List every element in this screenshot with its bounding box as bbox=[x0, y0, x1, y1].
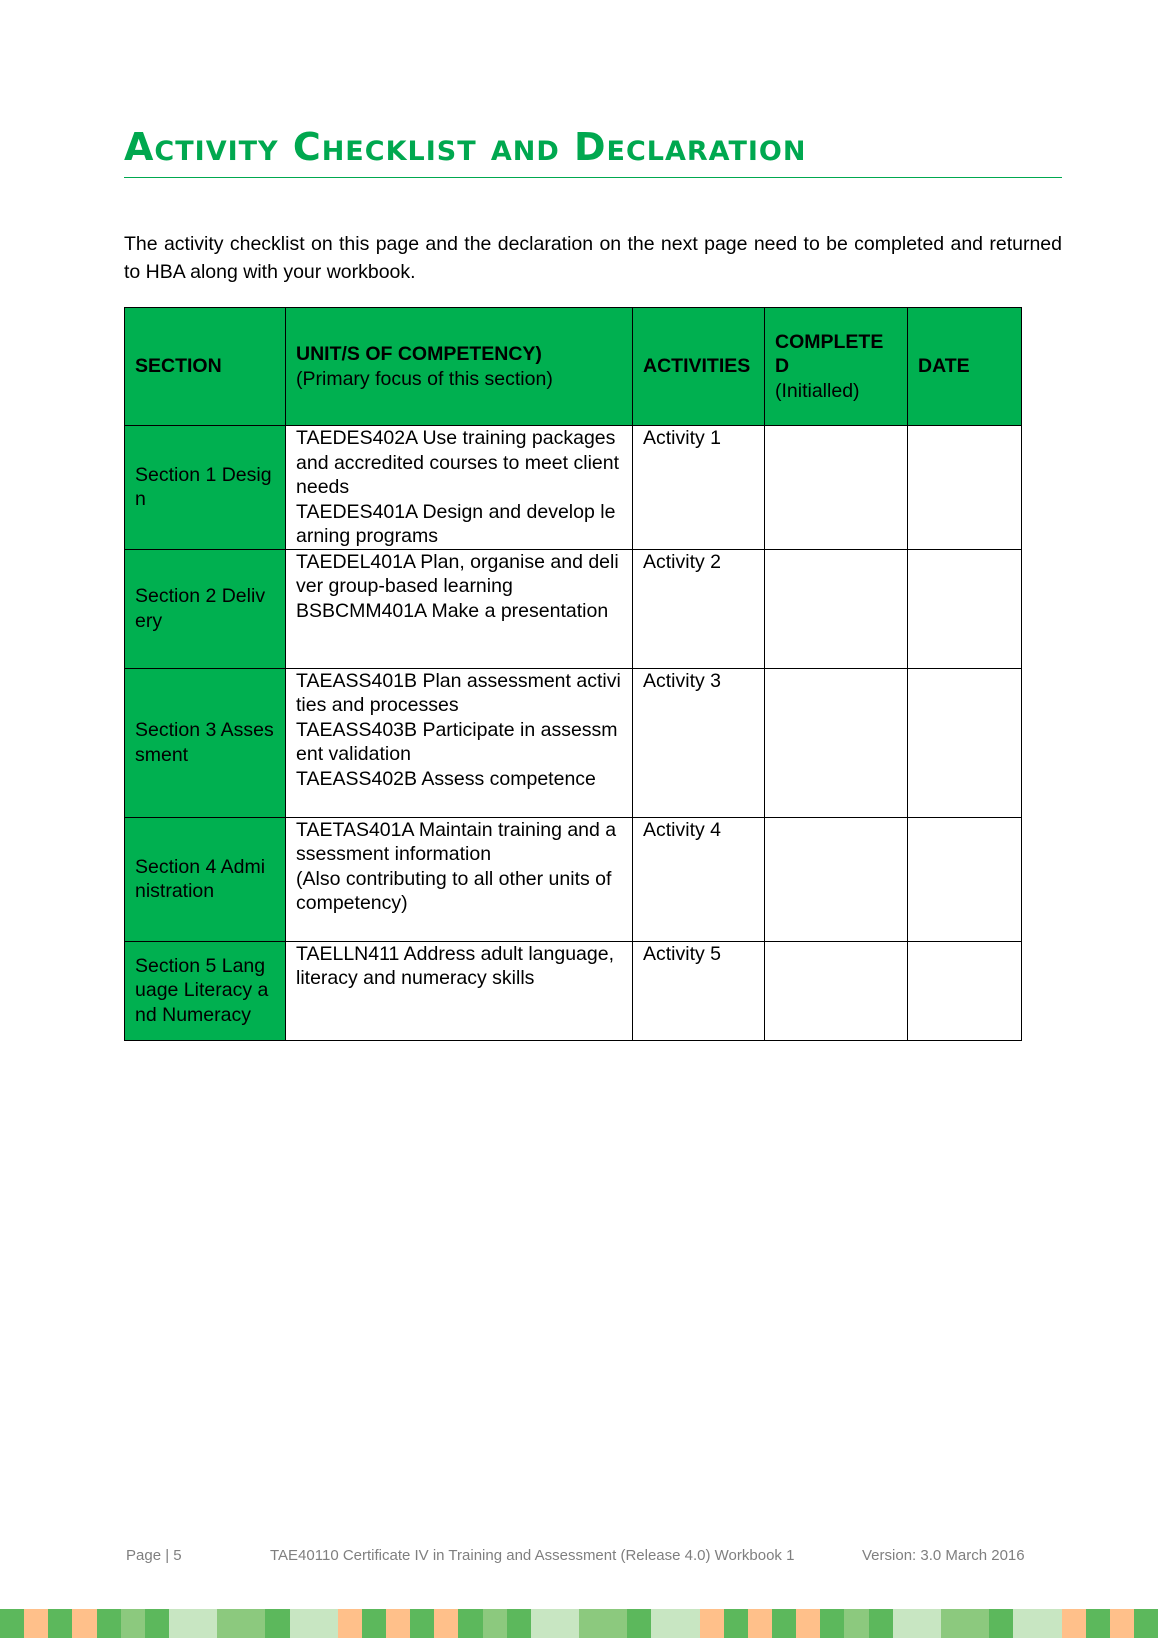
stripe-segment bbox=[24, 1609, 48, 1638]
footer-course-title: TAE40110 Certificate IV in Training and Assessment (Release 4.0) Workbook 1 bbox=[270, 1547, 795, 1564]
stripe-segment bbox=[193, 1609, 217, 1638]
stripe-segment bbox=[844, 1609, 868, 1638]
stripe-segment bbox=[748, 1609, 772, 1638]
stripe-segment bbox=[796, 1609, 820, 1638]
date-cell[interactable] bbox=[908, 426, 1022, 550]
stripe-segment bbox=[627, 1609, 651, 1638]
completed-cell[interactable] bbox=[765, 817, 908, 941]
stripe-segment bbox=[893, 1609, 917, 1638]
stripe-segment bbox=[651, 1609, 675, 1638]
stripe-segment bbox=[555, 1609, 579, 1638]
page-title: Activity Checklist and Declaration bbox=[124, 125, 807, 169]
unit-cell: TAEDES402A Use training packages and accredited courses to meet client needs TAEDES401A Design and develop learning programs bbox=[286, 426, 633, 550]
date-cell[interactable] bbox=[908, 817, 1022, 941]
stripe-segment bbox=[121, 1609, 145, 1638]
footer-page-number: Page | 5 bbox=[126, 1547, 182, 1564]
stripe-segment bbox=[290, 1609, 314, 1638]
activity-cell: Activity 2 bbox=[633, 549, 765, 668]
stripe-segment bbox=[483, 1609, 507, 1638]
stripe-segment bbox=[700, 1609, 724, 1638]
header-unit-subtitle: (Primary focus of this section) bbox=[296, 367, 553, 390]
stripe-segment bbox=[531, 1609, 555, 1638]
stripe-segment bbox=[724, 1609, 748, 1638]
stripe-segment bbox=[507, 1609, 531, 1638]
unit-cell: TAELLN411 Address adult language, literacy and numeracy skills bbox=[286, 941, 633, 1040]
section-cell: Section 5 Language Literacy and Numeracy bbox=[125, 941, 286, 1040]
unit-cell: TAEDEL401A Plan, organise and deliver group-based learning BSBCMM401A Make a presentation bbox=[286, 549, 633, 668]
date-cell[interactable] bbox=[908, 941, 1022, 1040]
section-cell: Section 4 Administration bbox=[125, 817, 286, 941]
section-cell: Section 1 Design bbox=[125, 426, 286, 550]
stripe-segment bbox=[145, 1609, 169, 1638]
stripe-segment bbox=[48, 1609, 72, 1638]
footer-color-stripe bbox=[0, 1609, 1158, 1638]
table-row bbox=[125, 941, 1022, 1040]
title-underline bbox=[124, 177, 1062, 178]
completed-cell[interactable] bbox=[765, 426, 908, 550]
stripe-segment bbox=[314, 1609, 338, 1638]
stripe-segment bbox=[241, 1609, 265, 1638]
activity-checklist-table bbox=[124, 307, 1022, 1041]
footer-version: Version: 3.0 March 2016 bbox=[862, 1547, 1025, 1564]
stripe-segment bbox=[410, 1609, 434, 1638]
stripe-segment bbox=[676, 1609, 700, 1638]
table-row bbox=[125, 668, 1022, 817]
stripe-segment bbox=[1013, 1609, 1037, 1638]
stripe-segment bbox=[989, 1609, 1013, 1638]
stripe-segment bbox=[72, 1609, 96, 1638]
completed-cell[interactable] bbox=[765, 941, 908, 1040]
stripe-segment bbox=[941, 1609, 965, 1638]
stripe-segment bbox=[458, 1609, 482, 1638]
header-completed-subtitle: (Initialled) bbox=[775, 379, 860, 402]
unit-cell: TAEASS401B Plan assessment activities and processes TAEASS403B Participate in assessment validation TAEASS402B Assess competence bbox=[286, 668, 633, 817]
stripe-segment bbox=[97, 1609, 121, 1638]
stripe-segment bbox=[434, 1609, 458, 1638]
intro-paragraph: The activity checklist on this page and the declaration on the next page need to be completed and returned to HBA along with your workbook. bbox=[124, 233, 1062, 283]
stripe-segment bbox=[0, 1609, 24, 1638]
date-cell[interactable] bbox=[908, 668, 1022, 817]
stripe-segment bbox=[917, 1609, 941, 1638]
completed-cell[interactable] bbox=[765, 549, 908, 668]
table-row bbox=[125, 549, 1022, 668]
activity-cell: Activity 1 bbox=[633, 426, 765, 550]
header-date: DATE bbox=[908, 308, 1022, 426]
stripe-segment bbox=[169, 1609, 193, 1638]
stripe-segment bbox=[579, 1609, 603, 1638]
stripe-segment bbox=[1037, 1609, 1061, 1638]
stripe-segment bbox=[1062, 1609, 1086, 1638]
table-row bbox=[125, 817, 1022, 941]
stripe-segment bbox=[386, 1609, 410, 1638]
header-completed: COMPLETED (Initialled) bbox=[765, 308, 908, 426]
header-unit: UNIT/S OF COMPETENCY) (Primary focus of this section) bbox=[286, 308, 633, 426]
stripe-segment bbox=[965, 1609, 989, 1638]
stripe-segment bbox=[603, 1609, 627, 1638]
section-cell: Section 3 Assessment bbox=[125, 668, 286, 817]
stripe-segment bbox=[338, 1609, 362, 1638]
date-cell[interactable] bbox=[908, 549, 1022, 668]
table-header-row bbox=[125, 308, 1022, 426]
stripe-segment bbox=[265, 1609, 289, 1638]
stripe-segment bbox=[820, 1609, 844, 1638]
table-row bbox=[125, 426, 1022, 550]
header-section: SECTION bbox=[125, 308, 286, 426]
section-cell: Section 2 Delivery bbox=[125, 549, 286, 668]
activity-cell: Activity 5 bbox=[633, 941, 765, 1040]
completed-cell[interactable] bbox=[765, 668, 908, 817]
activity-cell: Activity 3 bbox=[633, 668, 765, 817]
stripe-segment bbox=[772, 1609, 796, 1638]
stripe-segment bbox=[1086, 1609, 1110, 1638]
stripe-segment bbox=[217, 1609, 241, 1638]
stripe-segment bbox=[362, 1609, 386, 1638]
activity-cell: Activity 4 bbox=[633, 817, 765, 941]
unit-cell: TAETAS401A Maintain training and assessment information (Also contributing to all other units of competency) bbox=[286, 817, 633, 941]
stripe-segment bbox=[1134, 1609, 1158, 1638]
header-activities: ACTIVITIES bbox=[633, 308, 765, 426]
stripe-segment bbox=[1110, 1609, 1134, 1638]
stripe-segment bbox=[869, 1609, 893, 1638]
